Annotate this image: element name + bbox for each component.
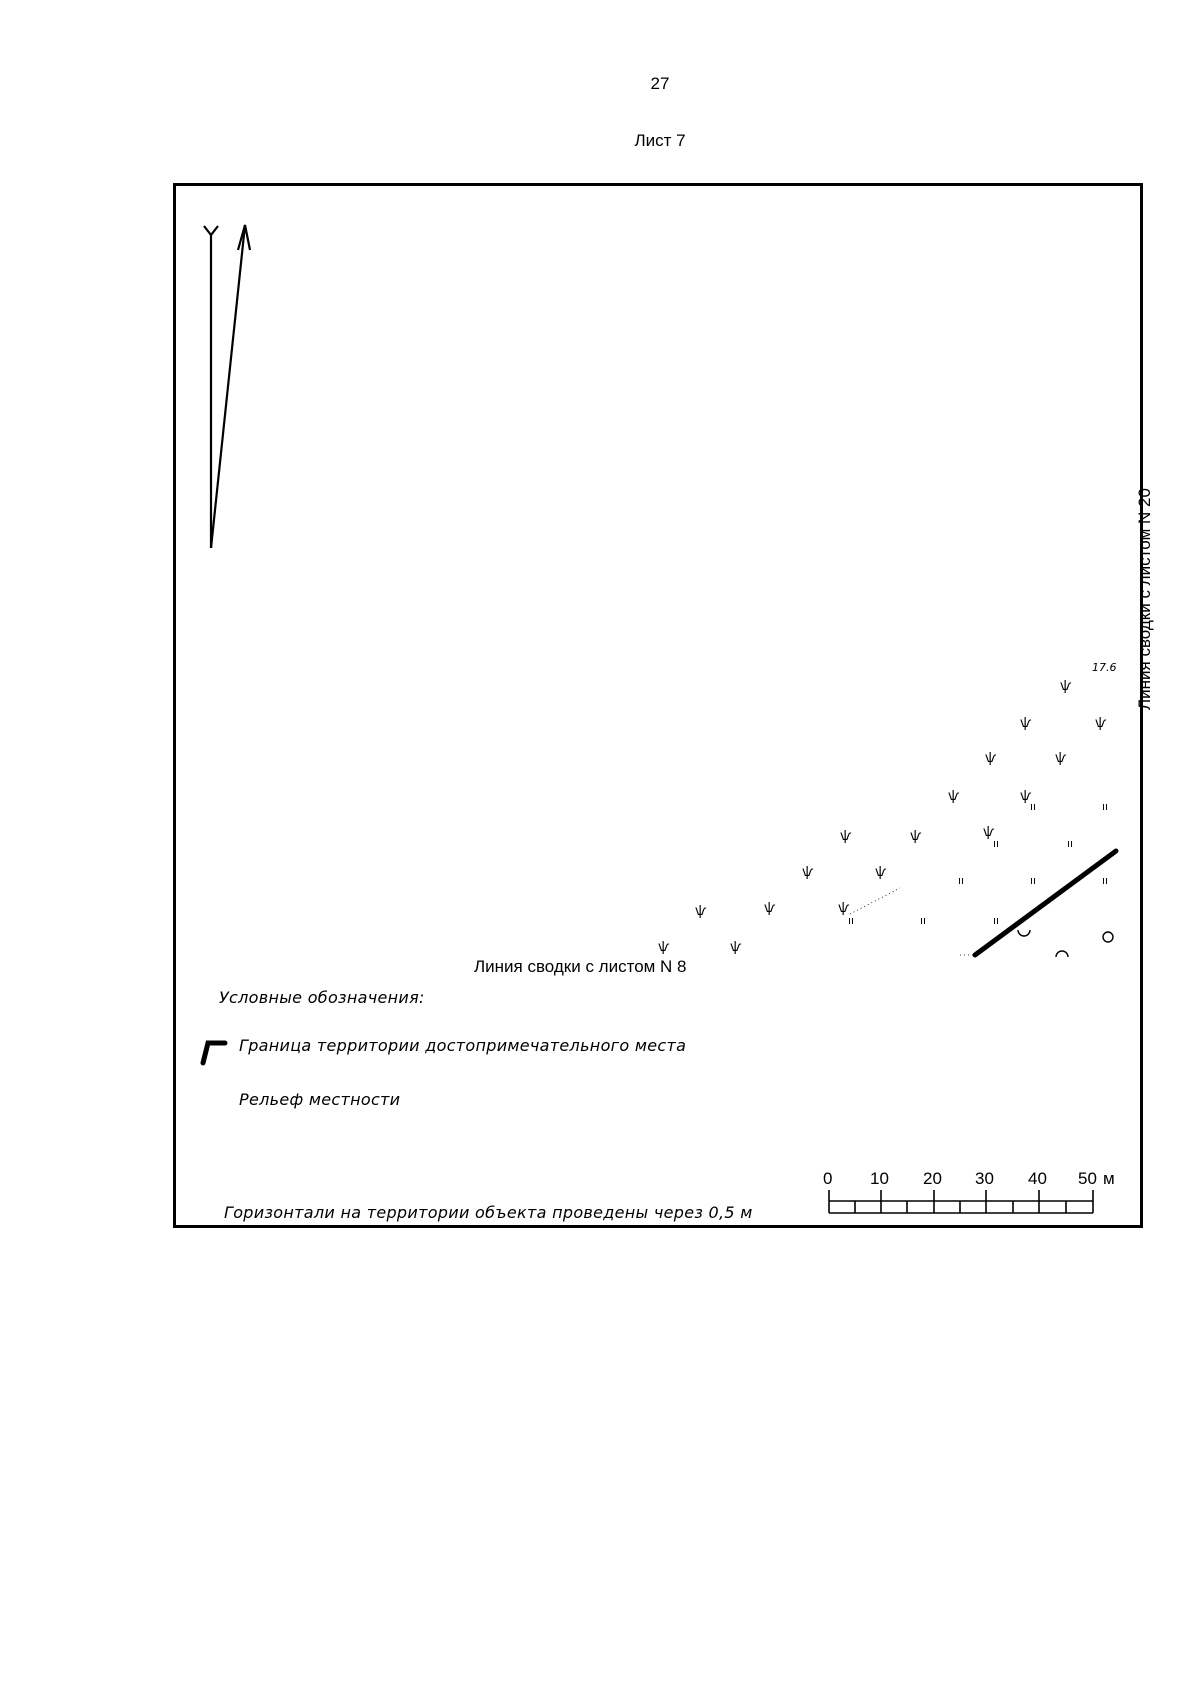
vegetation-symbols bbox=[658, 679, 1107, 955]
svg-text:ıı: ıı bbox=[1067, 837, 1074, 850]
legend-item-boundary: Граница территории достопримечательного места bbox=[239, 1036, 687, 1055]
territory-boundary-line bbox=[975, 851, 1116, 955]
scale-bar bbox=[829, 1190, 1093, 1213]
grass-icon: ѱ bbox=[658, 940, 670, 955]
svg-text:ıı: ıı bbox=[993, 837, 1000, 850]
grass-icon: ѱ bbox=[948, 789, 960, 804]
north-arrow-icon bbox=[204, 225, 250, 548]
grass-icon: ѱ bbox=[1055, 751, 1067, 766]
sheet-title: Лист 7 bbox=[634, 131, 686, 150]
grass-icon: ѱ bbox=[910, 829, 922, 844]
meadow-symbols bbox=[848, 800, 1108, 927]
svg-text:ıı: ıı bbox=[920, 914, 927, 927]
svg-text:ıı: ıı bbox=[1102, 874, 1109, 887]
bold-boundary-line-icon bbox=[203, 1043, 225, 1063]
grass-icon: ѱ bbox=[1020, 789, 1032, 804]
grass-icon: ѱ bbox=[695, 904, 707, 919]
legend-item-relief: Рельеф местности bbox=[239, 1090, 401, 1109]
arc-icon bbox=[1018, 930, 1030, 936]
svg-text:ıı: ıı bbox=[1030, 874, 1037, 887]
legend-heading: Условные обозначения: bbox=[219, 988, 425, 1007]
scale-tick-label: 0 bbox=[823, 1169, 833, 1188]
svg-text:ıı: ıı bbox=[1102, 800, 1109, 813]
page-number: 27 bbox=[650, 74, 670, 93]
point-symbols bbox=[1018, 930, 1113, 957]
scale-tick-label: 20 bbox=[923, 1169, 942, 1188]
circle-icon bbox=[1103, 932, 1113, 942]
arc-icon bbox=[1056, 951, 1068, 957]
svg-text:ıı: ıı bbox=[1030, 800, 1037, 813]
grass-icon: ѱ bbox=[840, 829, 852, 844]
svg-text:ıı: ıı bbox=[993, 914, 1000, 927]
grass-icon: ѱ bbox=[875, 865, 887, 880]
scale-tick-label: 50 bbox=[1078, 1169, 1097, 1188]
grass-icon: ѱ bbox=[1020, 716, 1032, 731]
grass-icon: ѱ bbox=[730, 940, 742, 955]
elevation-mark: 17.6 bbox=[1092, 661, 1117, 674]
scale-tick-label: 30 bbox=[975, 1169, 994, 1188]
scale-tick-label: 10 bbox=[870, 1169, 889, 1188]
grass-icon: ѱ bbox=[985, 751, 997, 766]
grass-icon: ѱ bbox=[764, 901, 776, 916]
svg-text:ıı: ıı bbox=[848, 914, 855, 927]
scale-tick-label: 40 bbox=[1028, 1169, 1047, 1188]
grass-icon: ѱ bbox=[983, 825, 995, 840]
svg-text:ıı: ıı bbox=[958, 874, 965, 887]
match-line-right: Линия сводки с листом N 20 bbox=[1135, 488, 1154, 710]
match-line-bottom: Линия сводки с листом N 8 bbox=[474, 957, 687, 976]
grass-icon: ѱ bbox=[1060, 679, 1072, 694]
contour-line bbox=[850, 888, 900, 914]
grass-icon: ѱ bbox=[802, 865, 814, 880]
grass-icon: ѱ bbox=[1095, 716, 1107, 731]
scale-unit: м bbox=[1103, 1169, 1115, 1188]
grass-icon: ѱ bbox=[838, 901, 850, 916]
contour-interval-note: Горизонтали на территории объекта проведены через 0,5 м bbox=[224, 1203, 753, 1222]
